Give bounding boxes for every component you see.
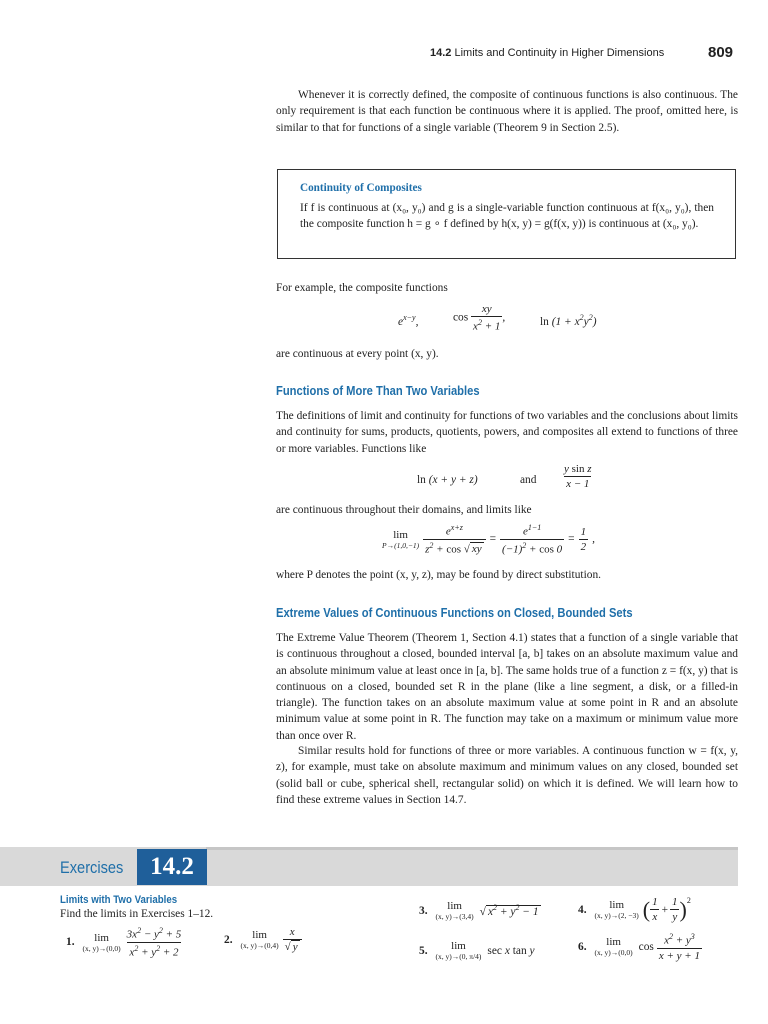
exercises-rule [206,847,738,850]
section1-after-limit: where P denotes the point (x, y, z), may be found by direct substitution. [276,569,601,581]
exercise-item-5: 5. lim (x, y)→(0, π/4) sec x tan y [419,940,535,961]
exercise-number: 6. [578,940,587,953]
theorem-box [277,169,736,259]
exercise-item-4: 4. lim (x, y)→(2, −3) ( $\frac{1}{x}$ + $\frac{1}{y}$ ) $^2$ [578,896,691,923]
exercises-label: Exercises [60,858,124,877]
function-ln: ln (x + y + z) [417,474,478,486]
page-number: 809 [708,44,734,61]
section2-paragraph-1: The Extreme Value Theorem (Theorem 1, Section 4.1) states that a function of a single variable that is continuous throughout a closed, bounded interval [a, b] takes on an absolute maximum value and an absolute minimum value at least once in [a, b]. The same holds true of a function z = f(x, y) that is continuous on a closed, bounded set R in the plane (like a line segment, a disk, or a filled-in triangle). The function takes on an absolute maximum value at some point in R and an absolute minimum value at some point in R. The function may take on a maximum or minimum value more than once over R. [276,632,738,742]
exercise-number: 5. [419,944,428,957]
composite-cos: cos $\frac{xy}{x^2 + 1}$ , [453,303,506,333]
section2-paragraph-2: Similar results hold for functions of three or more variables. A continuous function w = f(x, y, z), for example, must take on absolute maximum and minimum values on any closed, bounded set (solid ball or cube, spherical shell, rectangular solid) on which it is defined. We will learn how to find these extreme values in Section 14.7. [276,745,738,806]
exercise-item-1: 1. lim (x, y)→(0,0) $\frac{3x^2 - y^2 + 5}{x^2 + y^2 + 2}$ [66,926,182,959]
limit-example: lim P→(1,0,−1) $\frac{e^{x+z}}{z^2 + \cos √ xy}$ = $\frac{e^{1-1}}{(-1)^2 + \cos 0}$ = $\frac{1}{2}$ , [382,523,595,556]
exercises-intro: Find the limits in Exercises 1–12. [60,908,214,920]
running-header [430,47,664,59]
exercise-item-6: 6. lim (x, y)→(0,0) cos $\frac{x^2 + y^3}{x + y + 1}$ [578,932,700,962]
theorem-title: Continuity of Composites [300,182,422,194]
limit-subscript: (x, y)→(0,4) [240,941,279,950]
exercise-number: 3. [419,904,428,917]
header-section-title: Limits and Continuity in Higher Dimensions [454,47,665,59]
limit-subscript: (x, y)→(3,4) [435,912,474,921]
exercises-subheading: Limits with Two Variables [60,894,178,906]
section-heading-more-variables: Functions of More Than Two Variables [276,383,480,398]
and-word: and [520,474,537,486]
limit-subscript: (x, y)→(0,0) [594,948,633,958]
example-outro: are continuous at every point (x, y). [276,348,439,360]
exercises-number: 14.2 [137,849,207,885]
limit-subscript: (x, y)→(0, π/4) [435,952,482,961]
section1-after-funcs: are continuous throughout their domains, and limits like [276,504,532,516]
exercise-number: 1. [66,936,75,949]
limit-subscript: (x, y)→(2, −3) [594,911,639,920]
function-ysinz: $\frac{\text{y sin z}}{x - 1}$ [564,463,592,490]
limit-subscript: (x, y)→(0,0) [82,943,121,953]
composite-exp: $e^{x-y}$, [398,313,419,328]
exercise-item-3: 3. lim (x, y)→(3,4) √ $x^2 + y^2 - 1$ [419,900,539,921]
composite-ln: $\ln (1 + x^2y^2)$ [540,313,597,328]
intro-paragraph: Whenever it is correctly defined, the composite of continuous functions is also continuous. The only requirement is that each function be continuous where it is applied. The proof, omitted here, is similar to that for functions of a single variable (Theorem 9 in Section 2.5). [276,89,738,134]
exercise-number: 2. [224,933,233,946]
section-heading-extreme-values: Extreme Values of Continuous Functions on Closed, Bounded Sets [276,605,633,620]
header-section-number: 14.2 [430,47,452,59]
exercise-item-2: 2. lim (x, y)→(0,4) $\frac{x}{√ y}$ [224,926,302,953]
section1-paragraph: The definitions of limit and continuity for functions of two variables and the conclusions about limits and continuity for sums, products, quotients, powers, and composites all extend to functions of three or more variables. Functions like [276,410,738,455]
exercise-number: 4. [578,903,587,916]
theorem-body: If f is continuous at (x₀, y₀) and g is a single-variable function continuous at f(x₀, y₀), then the composite function h = g ∘ f defined by h(x, y) = g(f(x, y)) is continuous at (x₀, y₀). [300,202,714,231]
example-intro: For example, the composite functions [276,282,448,294]
